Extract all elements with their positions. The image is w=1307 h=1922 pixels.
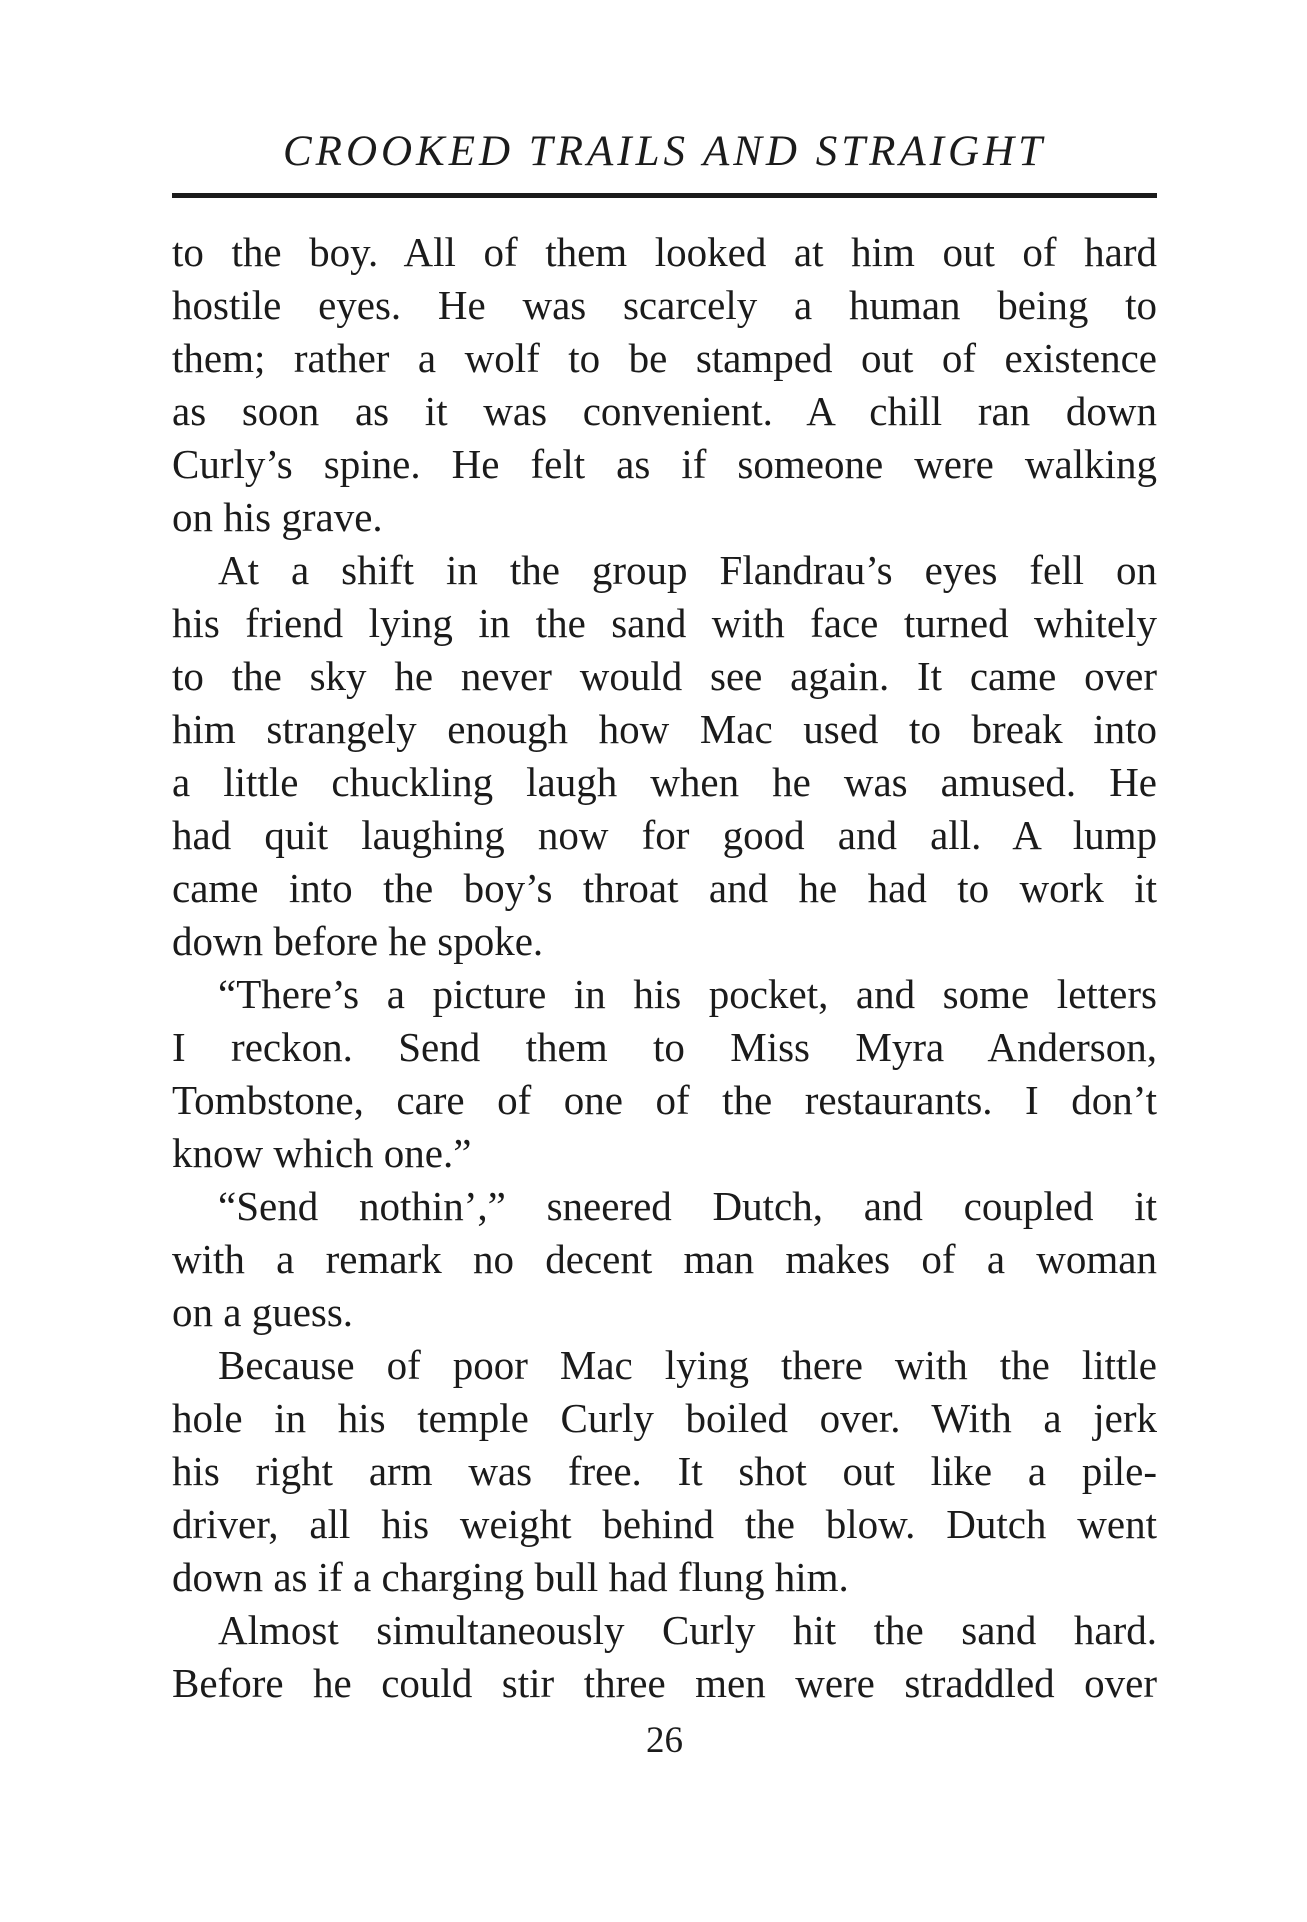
- text-line: on his grave.: [172, 494, 383, 540]
- text-line: a little chuckling laugh when he was amused. He: [172, 759, 1157, 805]
- text-line: Curly’s spine. He felt as if someone were walking: [172, 441, 1157, 487]
- text-line: Before he could stir three men were straddled over: [172, 1660, 1157, 1706]
- text-line: hole in his temple Curly boiled over. With a jerk: [172, 1395, 1157, 1441]
- text-line: as soon as it was convenient. A chill ran down: [172, 388, 1157, 434]
- text-line: Tombstone, care of one of the restaurants. I don’t: [172, 1077, 1157, 1123]
- text-line: “There’s a picture in his pocket, and some letters: [218, 971, 1157, 1017]
- text-line: on a guess.: [172, 1289, 354, 1335]
- text-line: them; rather a wolf to be stamped out of existence: [172, 335, 1157, 381]
- text-line: to the boy. All of them looked at him out of hard: [172, 229, 1157, 275]
- text-line: came into the boy’s throat and he had to work it: [172, 865, 1157, 911]
- text-line: driver, all his weight behind the blow. Dutch went: [172, 1501, 1157, 1547]
- text-line: At a shift in the group Flandrau’s eyes fell on: [218, 547, 1157, 593]
- running-head: CROOKED TRAILS AND STRAIGHT: [283, 128, 1046, 175]
- text-line: Almost simultaneously Curly hit the sand hard.: [218, 1607, 1157, 1653]
- header-rule: [172, 193, 1157, 198]
- text-line: I reckon. Send them to Miss Myra Anderson,: [172, 1024, 1157, 1070]
- text-line: hostile eyes. He was scarcely a human being to: [172, 282, 1157, 328]
- text-line: Because of poor Mac lying there with the little: [218, 1342, 1157, 1388]
- text-line: with a remark no decent man makes of a woman: [172, 1236, 1157, 1282]
- text-line: to the sky he never would see again. It came over: [172, 653, 1157, 699]
- text-line: “Send nothin’,” sneered Dutch, and coupled it: [218, 1183, 1157, 1229]
- page-number: 26: [646, 1720, 683, 1761]
- text-line: had quit laughing now for good and all. A lump: [172, 812, 1157, 858]
- text-line: his right arm was free. It shot out like a pile-: [172, 1448, 1157, 1494]
- text-line: know which one.”: [172, 1130, 472, 1176]
- text-line: down as if a charging bull had flung him.: [172, 1554, 849, 1600]
- text-line: his friend lying in the sand with face turned whitely: [172, 600, 1157, 646]
- body-text: [172, 226, 1157, 1710]
- text-line: down before he spoke.: [172, 918, 544, 964]
- text-line: him strangely enough how Mac used to break into: [172, 706, 1157, 752]
